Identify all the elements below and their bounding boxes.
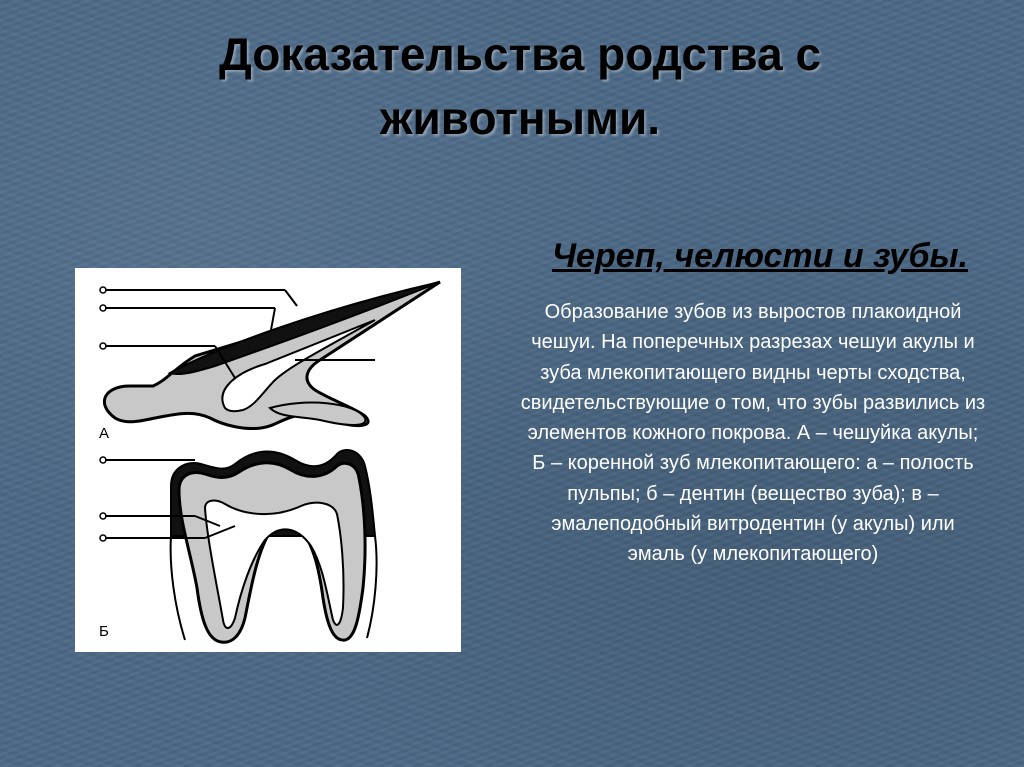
shark-scale-drawing — [100, 282, 440, 429]
tooth-scale-diagram — [75, 268, 461, 652]
slide-subtitle: Череп, челюсти и зубы. — [551, 237, 969, 275]
label-a: А — [99, 425, 110, 442]
label-b: Б — [99, 623, 109, 640]
body-text: Образование зубов из выростов плакоидной чешуи. На поперечных разрезах чешуи акулы и зуба млекопитающего видны черты сходства, свидетельствующие о том, что зубы развились из элементов кожного покрова. А – чешуйка акулы; Б – коренной зуб млекопитающего: а – полость пульпы; б – дентин (вещество зуба); в – эмалеподобный витродентин (у акулы) или эмаль (у млекопитающего) — [520, 301, 986, 566]
tooth-scale-figure — [75, 268, 461, 652]
molar-drawing — [100, 450, 377, 642]
slide-title: Доказательства родства с животными. — [218, 28, 822, 144]
